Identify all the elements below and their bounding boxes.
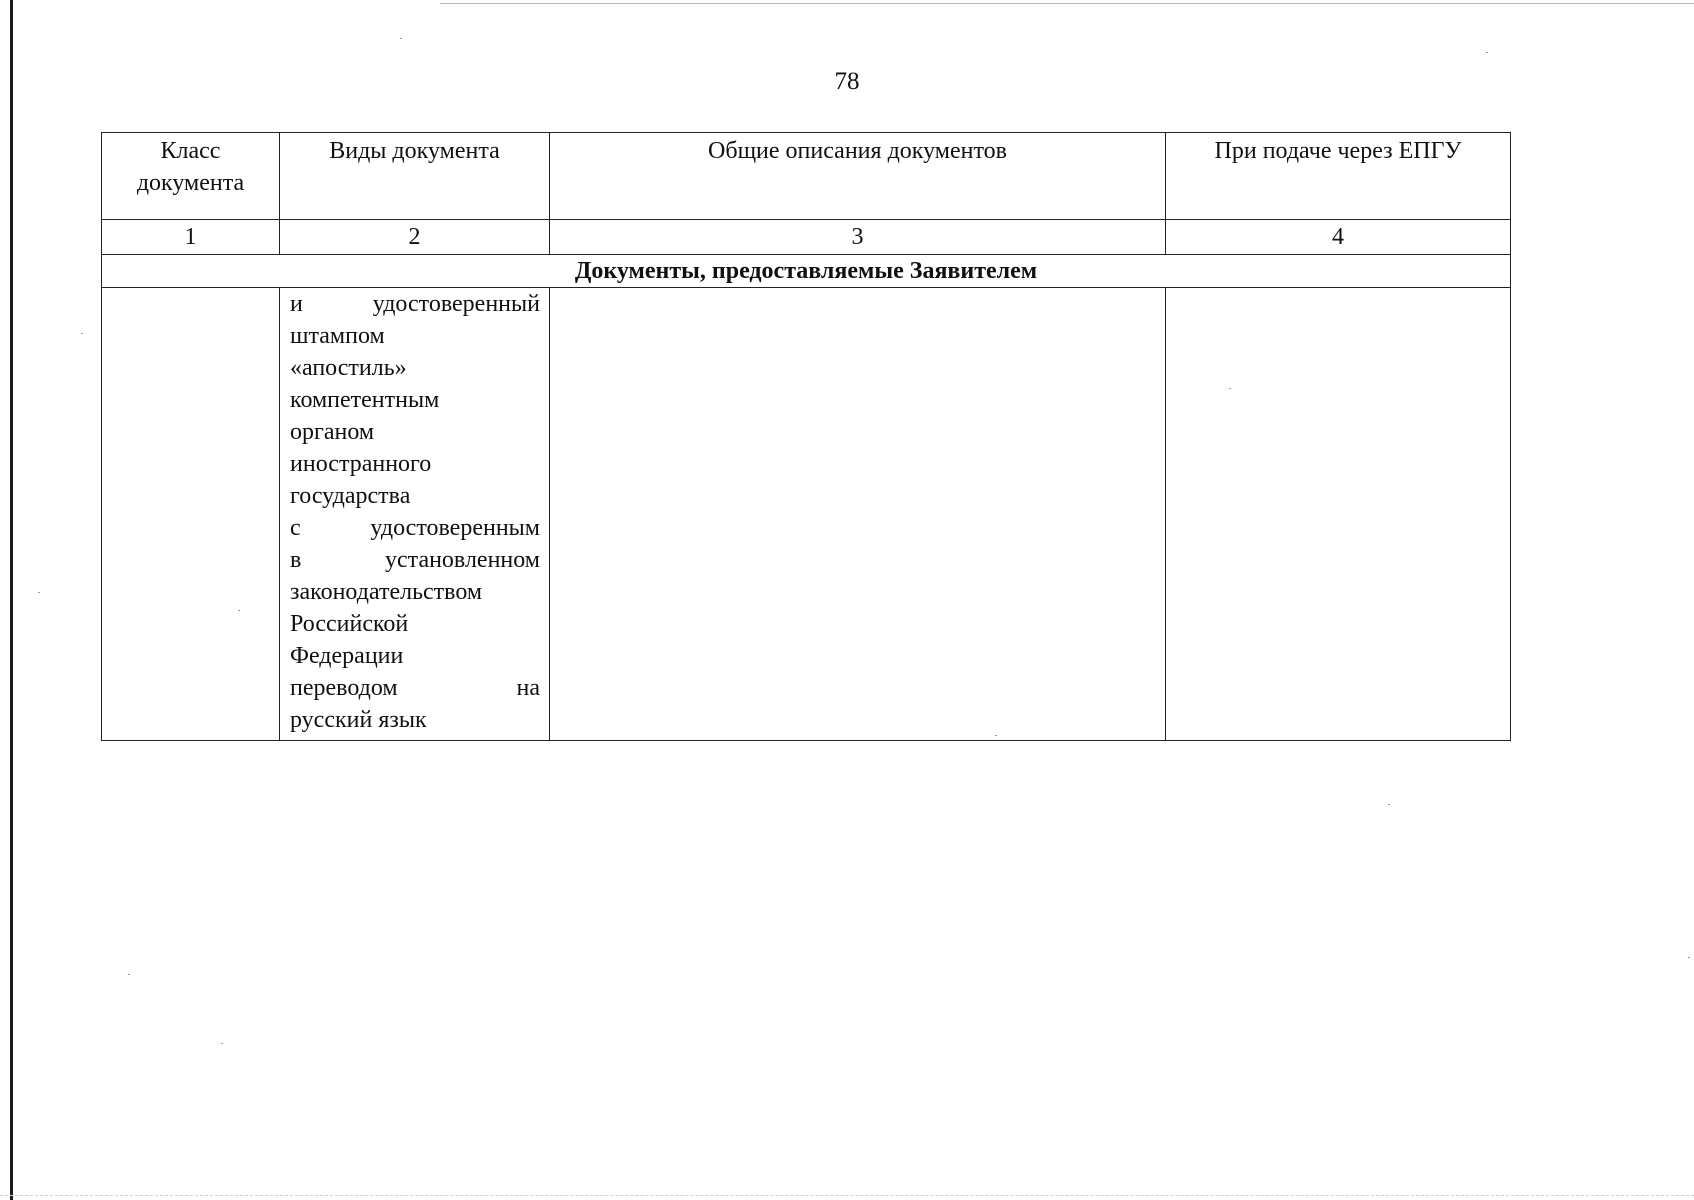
document-kind-line: государства [290, 483, 411, 509]
cell-epgu-submission [1166, 288, 1511, 741]
scan-speck [1688, 957, 1690, 958]
table-row [102, 288, 1511, 741]
document-kind-line: органом [290, 419, 375, 445]
page-number: 78 [834, 68, 860, 95]
documents-table [101, 132, 1511, 741]
column-number: 2 [280, 220, 550, 255]
section-title-row [102, 255, 1511, 288]
header-document-class: Класс документа [102, 133, 280, 220]
document-kind-line: переводом на [290, 675, 540, 701]
column-number: 3 [550, 220, 1166, 255]
scan-left-edge [10, 0, 13, 1200]
column-number: 1 [102, 220, 280, 255]
document-kind-line: штампом [290, 323, 385, 349]
cell-general-description [550, 288, 1166, 741]
document-kind-line: и удостоверенный [290, 291, 540, 317]
scan-speck [1388, 804, 1390, 805]
header-document-kinds: Виды документа [280, 133, 550, 220]
header-epgu-submission: При подаче через ЕПГУ [1166, 133, 1511, 220]
scan-speck [128, 974, 130, 975]
header-general-description: Общие описания документов [550, 133, 1166, 220]
section-title: Документы, предоставляемые Заявителем [102, 255, 1511, 288]
document-kind-line: законодательством [290, 579, 483, 605]
scan-speck [81, 333, 83, 334]
scan-speck [221, 1043, 223, 1044]
scan-top-edge [440, 3, 1694, 4]
table-header-row [102, 133, 1511, 220]
column-numbers-row [102, 220, 1511, 255]
document-kind-line: Федерации [290, 643, 404, 669]
document-kind-line: иностранного [290, 451, 432, 477]
document-kind-line: компетентным [290, 387, 440, 413]
scan-bottom-edge [0, 1195, 1694, 1197]
column-number: 4 [1166, 220, 1511, 255]
scan-speck [38, 592, 40, 593]
scan-speck [400, 38, 402, 39]
cell-document-class [102, 288, 280, 741]
scan-speck [1486, 52, 1488, 53]
document-kind-line: Российской [290, 611, 409, 637]
document-kind-line: русский язык [290, 707, 427, 733]
cell-document-kind [280, 288, 550, 741]
document-kind-line: в установленном [290, 547, 540, 573]
document-kind-line: «апостиль» [290, 355, 407, 381]
document-kind-line: с удостоверенным [290, 515, 540, 541]
